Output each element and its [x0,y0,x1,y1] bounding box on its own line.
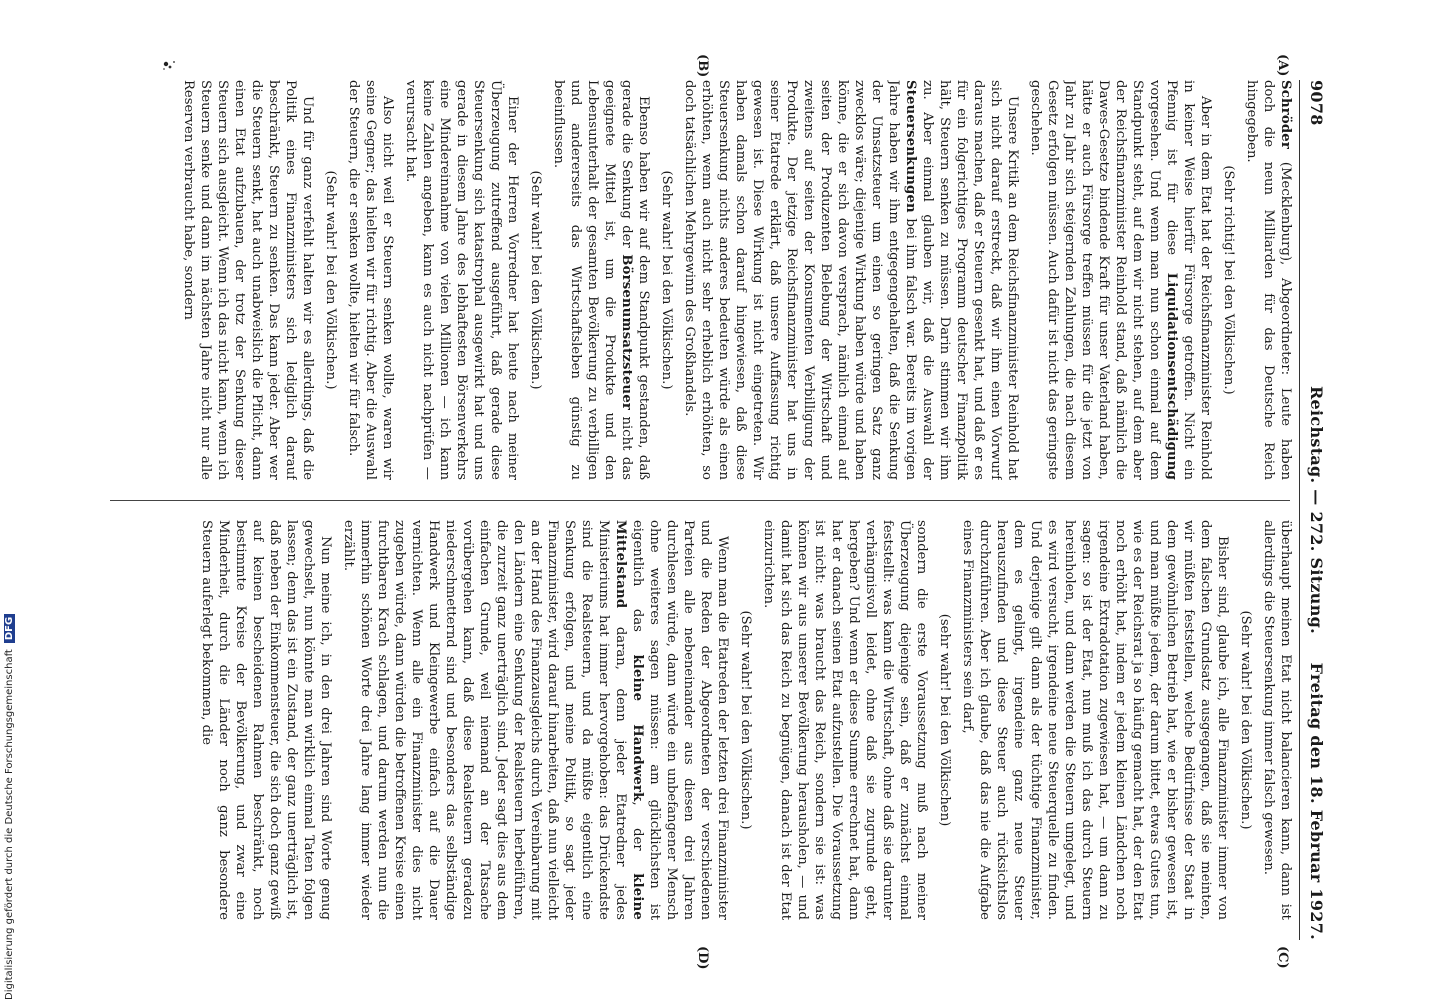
paragraph: Schröder (Mecklenburg), Abgeordneter: Leute haben doch die neun Milliarden für das Deutsche Reich hingegeben. [1244,80,1293,480]
header-date: Freitag den 18. Februar 1927. [1307,662,1326,940]
page-number: 9078 [1307,80,1326,126]
digitization-footer [4,614,15,1000]
header-session: Reichstag. — 272. Sitzung. [1307,385,1326,635]
margin-marker-c: (C) [1275,946,1290,969]
paragraph: Wenn man die Etatreden der letzten drei Finanzminister und die Reden der Abgeordneten der verschiedenen Parteien alle nebeneinander aus diesen drei Jahren durchlesen würde, dann würde ein unbefangener Mensch ohne weiteres sagen müssen: am glücklichsten ist eigentlich das kleine Handwerk, der kleine Mittelstand daran, denn jeder Etatredner jedes Ministeriums hat immer hervorgehoben: das Drückendste sind die Realsteuern, und da müßte eigentlich eine Senkung erfolgen, und meine Politik, so sagt jeder Finanzminister, wird darauf hinarbeiten, daß nun vielleicht an der Hand des Finanzausgleichs durch Vereinbarung mit den Ländern eine Senkung der Realsteuern herbeiführen, die zurzeit ganz unerträglich sind. Jeder sagt dies aus dem einfachen Grunde, weil niemand an der Tatsache vorübergehen kann, daß diese Realsteuern geradezu niederschmetternd sind und besonders das selbständige Handwerk und Kleingewerbe einfach auf die Dauer vernichten. Wenn alle ein Finanzminister dies nicht zugeben würde, dann würden die betroffenen Kreise einen furchtbaren Krach schlagen, und darum werden nun die immerhin schönen Worte drei Jahre lang immer wieder erzählt. [341,520,730,920]
paragraph: sondern die erste Voraussetzung muß nach meiner Überzeugung diejenige sein, daß er zunächst einmal feststellt: was kann die Wirtschaft, ohne daß sie darunter verhängnisvoll leidet, ohne daß sie zugrunde geht, hergeben? Und wenn er diese Summe errechnet hat, dann hat er danach seinen Etat aufzustellen. Die Voraussetzung ist nicht: was braucht das Reich, sondern sie ist: was können wir aus unserer Bevölkerung herausholen, — und damit hat sich das Reich zu begnügen, danach ist der Etat einzurichten. [761,520,929,920]
paragraph: Bisher sind, glaube ich, alle Finanzminister immer von dem falschen Grundsatz ausgegangen, daß sie meinten, wir müßten feststellen, welche Bedürfnisse der Staat in dem gewöhnlichen Betrieb hat, wie er bisher gewesen ist, und man müßte jedem, der darum bittet, etwas Gutes tun, wie es der Reichsrat ja so häufig gemacht hat, der den Etat noch erhöht hat, indem er jedem kleinen Ländchen noch irgendeine Extradotation zugewiesen hat, — um dann zu sagen: so ist der Etat, nun muß ich das durch Steuern hereinholen, und dann werden die Steuern umgelegt, und es wird versucht, irgendeine neue Steuerquelle zu finden. Und derjenige gilt dann als der tüchtige Finanzminister, dem es gelingt, irgendeine ganz neue Steuer herauszufinden und diese Steuer auch rücksichtslos durchzuführen. Aber ich glaube, daß das nie die Aufgabe eines Finanzministers sein darf, [960,520,1230,920]
footer-text: Digitalisierung gefördert durch die Deutsche Forschungsgemeinschaft [4,649,15,1000]
interjection: (Sehr wahr! bei den Völkischen.) [1238,610,1253,830]
interjection: (Sehr wahr! bei den Völkischen.) [738,610,753,830]
speaker-name: Schröder [1278,80,1293,150]
header-rule [1299,80,1300,940]
rotated-page-content [100,54,1330,970]
margin-marker-b: (B) [695,54,710,78]
margin-marker-a: (A) [1275,54,1290,77]
interjection: (Sehr wahr! bei den Völkischen.) [659,170,674,390]
running-header [1300,80,1330,940]
right-column [104,520,1294,920]
margin-marker-d: (D) [695,946,710,970]
paragraph: Also nicht weil er Steuern senken wollte, waren wir seine Gegner; das hielten wir für richtig. Aber die Auswahl der Steuern, die er senken wollte, hielten wir für falsch. [346,80,395,480]
interjection: (Sehr richtig! bei den Völkischen.) [1221,165,1236,395]
interjection: (sehr wahr! bei den Völkischen) [937,613,952,827]
dfg-logo: DFG [4,614,15,643]
paragraph: Ebenso haben wir auf dem Standpunkt gestanden, daß gerade die Senkung der Börsenumsatzsteuer nicht das geeignete Mittel ist, um die Produkte und den Lebensunterhalt der gesamten Bevölkerung zu verbilligen und andererseits das Wirtschaftsleben günstig zu beeinflussen. [551,80,651,480]
column-rule [110,500,1290,501]
paragraph: Unsere Kritik an dem Reichsfinanzminister Reinhold hat sich nicht darauf erstreckt, daß wir ihm einen Vorwurf daraus machen, daß er Steuern gesenkt hat, und daß er es für ein folgerichtiges Programm deutscher Finanzpolitik hält, Steuern senken zu müssen. Darin stimmen wir ihm zu. Aber einmal glauben wir, daß die Auswahl der Steuersenkungen bei ihm falsch war. Bereits im vorigen Jahre haben wir ihm entgegengehalten, daß die Senkung der Umsatzsteuer um einen so geringen Satz ganz zwecklos wäre; diejenige Wirkung haben würde und haben könne, die er sich davon versprach, nämlich einmal auf seiten der Produzenten Belebung der Wirtschaft und zweitens auf seiten der Konsumenten Verbilligung der Produkte. Der jetzige Reichsfinanzminister hat uns in seiner Etatrede erklärt, daß unsere Auffassung richtig gewesen ist. Diese Wirkung ist nicht eingetreten. Wir haben damals schon darauf hingewiesen, daß diese Steuersenkung nichts anderes bedeuten würde als einen erhöhten, wenn auch nicht sehr erheblich erhöhten, so doch tatsächlichen Mehrgewinn des Großhandels. [682,80,1020,480]
scan-speck-marks [160,58,182,74]
paragraph: Nun meine ich, in den drei Jahren sind Worte genug gewechselt, nun könnte man wirklich einmal Taten folgen lassen; denn das ist ein Zustand, der ganz unerträglich ist, daß neben der Einkommensteuer, die sich doch ganz gewiß auf keinen bescheidenen Rahmen beschränkt, noch bestimmte Kreise der Bevölkerung, und zwar eine Minderheit, durch die Länder noch ganz besondere Steuern auferlegt bekommen, die [199,520,333,920]
interjection: (Sehr wahr! bei den Völkischen.) [528,170,543,390]
paragraph: Aber in dem Etat hat der Reichsfinanzminister Reinhold in keiner Weise hierfür Fürsorge getroffen. Nicht ein Pfennig ist für diese Liquidationsentschädigung vorgesehen. Und wenn man nun schon einmal auf dem Standpunkt steht, auf dem wir nicht stehen, auf dem aber der Reichsfinanzminister Reinhold stand, daß nämlich die Dawes-Gesetze bindende Kraft für unser Vaterland haben, hätte er auch Fürsorge treffen müssen für die jetzt von Jahr zu Jahr sich steigernden Zahlungen, die nach diesem Gesetz erfolgen müssen. Auch dafür ist nicht das geringste geschehen. [1028,80,1213,480]
interjection: (Sehr wahr! bei den Völkischen.) [323,170,338,390]
paragraph: überhaupt meinen Etat nicht balancieren kann, dann ist allerdings die Steuersenkung immer falsch gewesen. [1261,520,1293,920]
paragraph: Einer der Herren Vorredner hat heute nach meiner Überzeugung zutreffend ausgeführt, daß gerade diese Steuersenkung sich katastrophal ausgewirkt hat und uns gerade in diesem Jahre des lebhaftesten Börsenverkehrs eine Mindereinnahme von vielen Millionen — ich kann keine Zahlen angeben, kann es auch nicht nachprüfen — verursacht hat. [403,80,520,480]
left-column [104,80,1294,480]
paragraph: Und für ganz verfehlt halten wir es allerdings, daß die Politik eines Finanzministers sich lediglich darauf beschränkt, Steuern zu senken. Das kann jeder. Aber wer die Steuern senkt, hat auch unabweislich die Pflicht, dann einen Etat aufzubauen, der trotz der Senkung dieser Steuern sich ausgleicht. Wenn ich das nicht kann, wenn ich Steuern senke und dann im nächsten Jahre nicht nur alle Reserven verbraucht habe, sondern [181,80,315,480]
